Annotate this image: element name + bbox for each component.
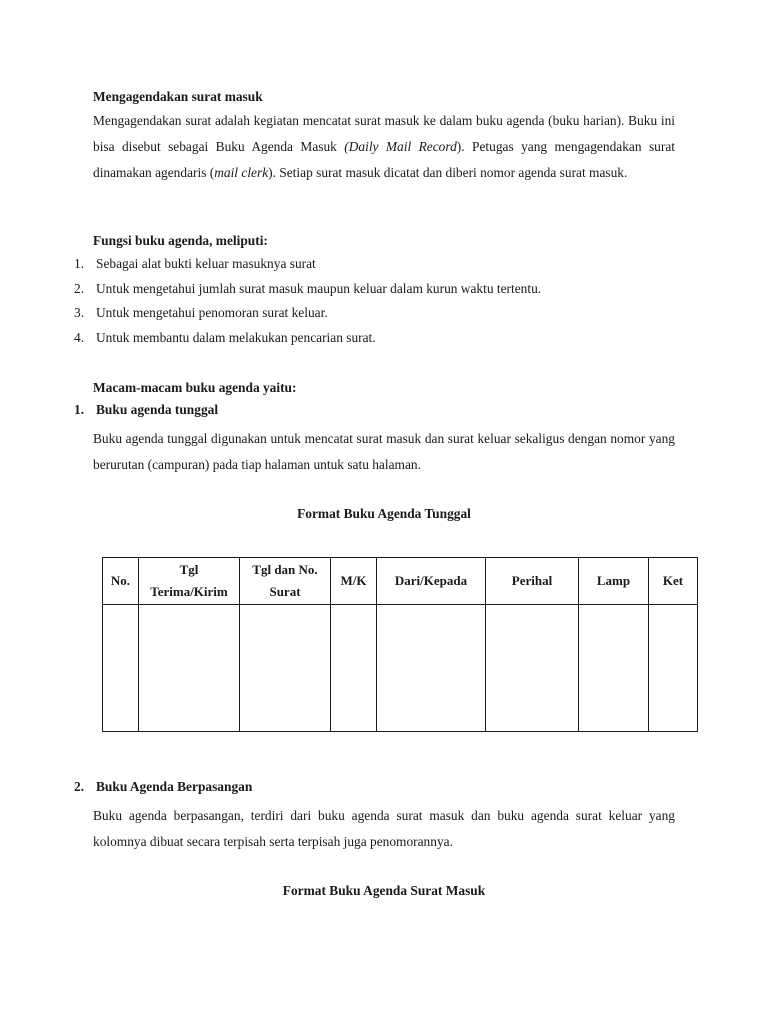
section-heading-mengagendakan: Mengagendakan surat masuk bbox=[93, 89, 263, 104]
agenda-tunggal-table bbox=[102, 557, 698, 732]
header-ket bbox=[649, 558, 698, 605]
list-number: 1. bbox=[74, 256, 85, 271]
header-line: M/K bbox=[340, 573, 367, 588]
list-item bbox=[0, 303, 700, 328]
list-item bbox=[0, 279, 700, 304]
list-title: Buku agenda tunggal bbox=[96, 402, 219, 417]
paragraph-text-2: ). Petugas yang mengagendakan surat dinamakan agendaris ( bbox=[93, 139, 675, 180]
list-number: 3. bbox=[74, 305, 85, 321]
fungsi-list bbox=[0, 254, 700, 353]
header-line: No. bbox=[110, 573, 131, 588]
list-number: 2. bbox=[74, 280, 85, 296]
table-cell bbox=[240, 605, 331, 732]
paragraph-text-1: Mengagendakan surat adalah kegiatan mencatat surat masuk ke dalam buku agenda (buku harian). Buku ini bisa disebut sebagai Buku Agenda Masuk bbox=[93, 113, 675, 154]
header-tgl-no-surat bbox=[240, 558, 331, 605]
header-line: Surat bbox=[269, 584, 301, 599]
table-cell bbox=[377, 605, 486, 732]
table-cell bbox=[331, 605, 377, 732]
list-number: 2. bbox=[74, 779, 85, 794]
header-lamp bbox=[579, 558, 649, 605]
header-dari-kepada bbox=[377, 558, 486, 605]
table-cell bbox=[649, 605, 698, 732]
section-heading-macam: Macam-macam buku agenda yaitu: bbox=[93, 380, 297, 395]
header-no bbox=[103, 558, 139, 605]
list-number: 4. bbox=[74, 330, 85, 346]
list-number: 1. bbox=[74, 402, 85, 417]
list-text: Sebagai alat bukti keluar masuknya surat bbox=[96, 256, 316, 271]
section-heading-fungsi: Fungsi buku agenda, meliputi: bbox=[93, 233, 268, 248]
header-line: Ket bbox=[662, 573, 684, 588]
header-line: Dari/Kepada bbox=[394, 573, 468, 588]
list-text: Untuk membantu dalam melakukan pencarian surat. bbox=[96, 330, 376, 346]
list-text: Untuk mengetahui penomoran surat keluar. bbox=[96, 305, 328, 321]
table-cell bbox=[139, 605, 240, 732]
paragraph-emphasis-2: mail clerk bbox=[214, 165, 269, 180]
table-row bbox=[103, 605, 698, 732]
paragraph-agenda-berpasangan: Buku agenda berpasangan, terdiri dari buku agenda surat masuk dan buku agenda surat keluar yang kolomnya dibuat secara terpisah serta terpisah juga penomorannya. bbox=[93, 808, 675, 849]
list-title: Buku Agenda Berpasangan bbox=[96, 779, 253, 794]
header-tgl-terima-kirim bbox=[139, 558, 240, 605]
format-title-tunggal: Format Buku Agenda Tunggal bbox=[297, 506, 471, 521]
table-header-row bbox=[103, 558, 698, 605]
paragraph-agenda-tunggal: Buku agenda tunggal digunakan untuk mencatat surat masuk dan surat keluar sekaligus dengan nomor yang berurutan (campuran) pada tiap halaman untuk satu halaman. bbox=[93, 431, 675, 472]
paragraph-text-3: ). Setiap surat masuk dicatat dan diberi nomor agenda surat masuk. bbox=[268, 165, 628, 180]
table-cell bbox=[103, 605, 139, 732]
header-perihal bbox=[486, 558, 579, 605]
header-line: Tgl dan No. bbox=[252, 562, 318, 577]
header-line: Terima/Kirim bbox=[150, 584, 228, 599]
format-title-surat-masuk: Format Buku Agenda Surat Masuk bbox=[282, 883, 486, 898]
list-text: Untuk mengetahui jumlah surat masuk maupun keluar dalam kurun waktu tertentu. bbox=[96, 280, 542, 296]
header-line: Tgl bbox=[179, 562, 199, 577]
table-cell bbox=[486, 605, 579, 732]
paragraph-mengagendakan bbox=[93, 108, 675, 186]
header-line: Perihal bbox=[511, 573, 553, 588]
list-item bbox=[0, 328, 700, 353]
header-mk bbox=[331, 558, 377, 605]
paragraph-emphasis-1: (Daily Mail Record bbox=[344, 139, 457, 154]
list-item bbox=[0, 254, 700, 279]
header-line: Lamp bbox=[596, 573, 631, 588]
table-cell bbox=[579, 605, 649, 732]
